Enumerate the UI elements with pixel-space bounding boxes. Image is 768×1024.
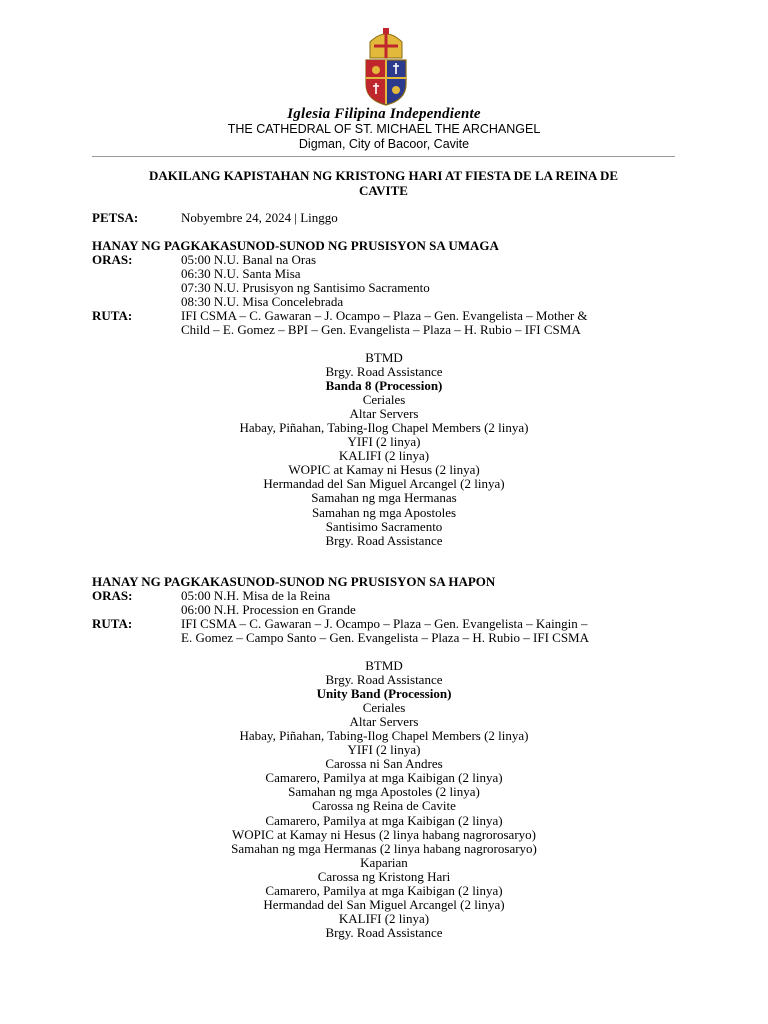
list-item: Samahan ng mga Apostoles [311, 504, 457, 520]
list-item: Hermandad del San Miguel Arcangel (2 linya) [263, 476, 505, 492]
list-item: Camarero, Pamilya at mga Kaibigan (2 linya) [265, 812, 503, 828]
morning-time-3: 07:30 N.U. Prusisyon ng Santisimo Sacramento [181, 280, 430, 295]
list-item: Altar Servers [349, 406, 419, 422]
list-item: KALIFI (2 linya) [338, 910, 430, 926]
cathedral-address: Digman, City of Bacoor, Cavite [298, 137, 470, 151]
document-title-line-1: DAKILANG KAPISTAHAN NG KRISTONG HARI AT FIESTA DE LA REINA DE [148, 168, 619, 183]
list-item: Brgy. Road Assistance [325, 924, 443, 940]
list-item: Ceriales [362, 392, 406, 408]
list-item: WOPIC at Kamay ni Hesus (2 linya habang nagrorosaryo) [232, 826, 536, 842]
list-item: YIFI (2 linya) [347, 434, 421, 450]
list-item: Samahan ng mga Hermanas (2 linya habang nagrorosaryo) [231, 840, 537, 856]
morning-oras-label: ORAS: [92, 252, 133, 267]
list-item: Camarero, Pamilya at mga Kaibigan (2 linya) [265, 882, 503, 898]
list-item: Altar Servers [349, 714, 419, 730]
document-title-line-2: CAVITE [359, 183, 408, 198]
list-item: Carossa ni San Andres [325, 756, 443, 772]
list-item: YIFI (2 linya) [347, 742, 421, 758]
list-item: Camarero, Pamilya at mga Kaibigan (2 linya) [265, 770, 503, 786]
morning-time-1: 05:00 N.U. Banal na Oras [181, 252, 317, 267]
afternoon-oras-label: ORAS: [92, 588, 133, 603]
afternoon-time-2: 06:00 N.H. Procession en Grande [181, 602, 356, 617]
diocesan-crest-icon [360, 28, 412, 106]
list-item: Santisimo Sacramento [325, 518, 443, 534]
afternoon-time-1: 05:00 N.H. Misa de la Reina [181, 588, 331, 603]
petsa-label: PETSA: [92, 210, 139, 225]
afternoon-ruta-line-1: IFI CSMA – C. Gawaran – J. Ocampo – Plaza – Gen. Evangelista – Kaingin – [181, 616, 588, 631]
list-item: Banda 8 (Procession) [325, 378, 443, 394]
list-item: Habay, Piñahan, Tabing-Ilog Chapel Members (2 linya) [239, 728, 529, 744]
list-item: Samahan ng mga Apostoles (2 linya) [288, 784, 480, 800]
list-item: Brgy. Road Assistance [325, 364, 443, 380]
morning-heading: HANAY NG PAGKAKASUNOD-SUNOD NG PRUSISYON SA UMAGA [92, 238, 499, 253]
morning-procession-order [0, 351, 768, 548]
list-item: Brgy. Road Assistance [325, 672, 443, 688]
list-item: Ceriales [362, 700, 406, 716]
afternoon-heading: HANAY NG PAGKAKASUNOD-SUNOD NG PRUSISYON SA HAPON [92, 574, 496, 589]
list-item: Brgy. Road Assistance [325, 532, 443, 548]
list-item: BTMD [365, 658, 403, 673]
morning-ruta-label: RUTA: [92, 308, 133, 323]
afternoon-ruta-line-2: E. Gomez – Campo Santo – Gen. Evangelista – Plaza – H. Rubio – IFI CSMA [181, 630, 590, 645]
list-item: Kaparian [360, 854, 408, 870]
list-item: Unity Band (Procession) [316, 686, 452, 702]
cathedral-name: THE CATHEDRAL OF ST. MICHAEL THE ARCHANGEL [227, 122, 541, 136]
list-item: Carossa ng Reina de Cavite [312, 798, 456, 814]
morning-time-2: 06:30 N.U. Santa Misa [181, 266, 301, 281]
document-title [92, 168, 675, 198]
header-divider [92, 156, 675, 157]
morning-ruta-line-2: Child – E. Gomez – BPI – Gen. Evangelista – Plaza – H. Rubio – IFI CSMA [181, 322, 581, 337]
organization-name: Iglesia Filipina Independiente [287, 106, 481, 122]
list-item: WOPIC at Kamay ni Hesus (2 linya) [288, 462, 480, 478]
afternoon-ruta-label: RUTA: [92, 616, 133, 631]
list-item: KALIFI (2 linya) [338, 448, 430, 464]
morning-time-4: 08:30 N.U. Misa Concelebrada [181, 294, 344, 309]
list-item: Carossa ng Kristong Hari [317, 868, 451, 884]
list-item: Samahan ng mga Hermanas [311, 490, 457, 506]
list-item: Hermandad del San Miguel Arcangel (2 linya) [263, 896, 505, 912]
petsa-value: Nobyembre 24, 2024 | Linggo [181, 210, 338, 225]
list-item: BTMD [365, 350, 403, 365]
afternoon-procession-order [0, 659, 768, 940]
list-item: Habay, Piñahan, Tabing-Ilog Chapel Members (2 linya) [239, 420, 529, 436]
morning-ruta-line-1: IFI CSMA – C. Gawaran – J. Ocampo – Plaza – Gen. Evangelista – Mother & [181, 308, 588, 323]
